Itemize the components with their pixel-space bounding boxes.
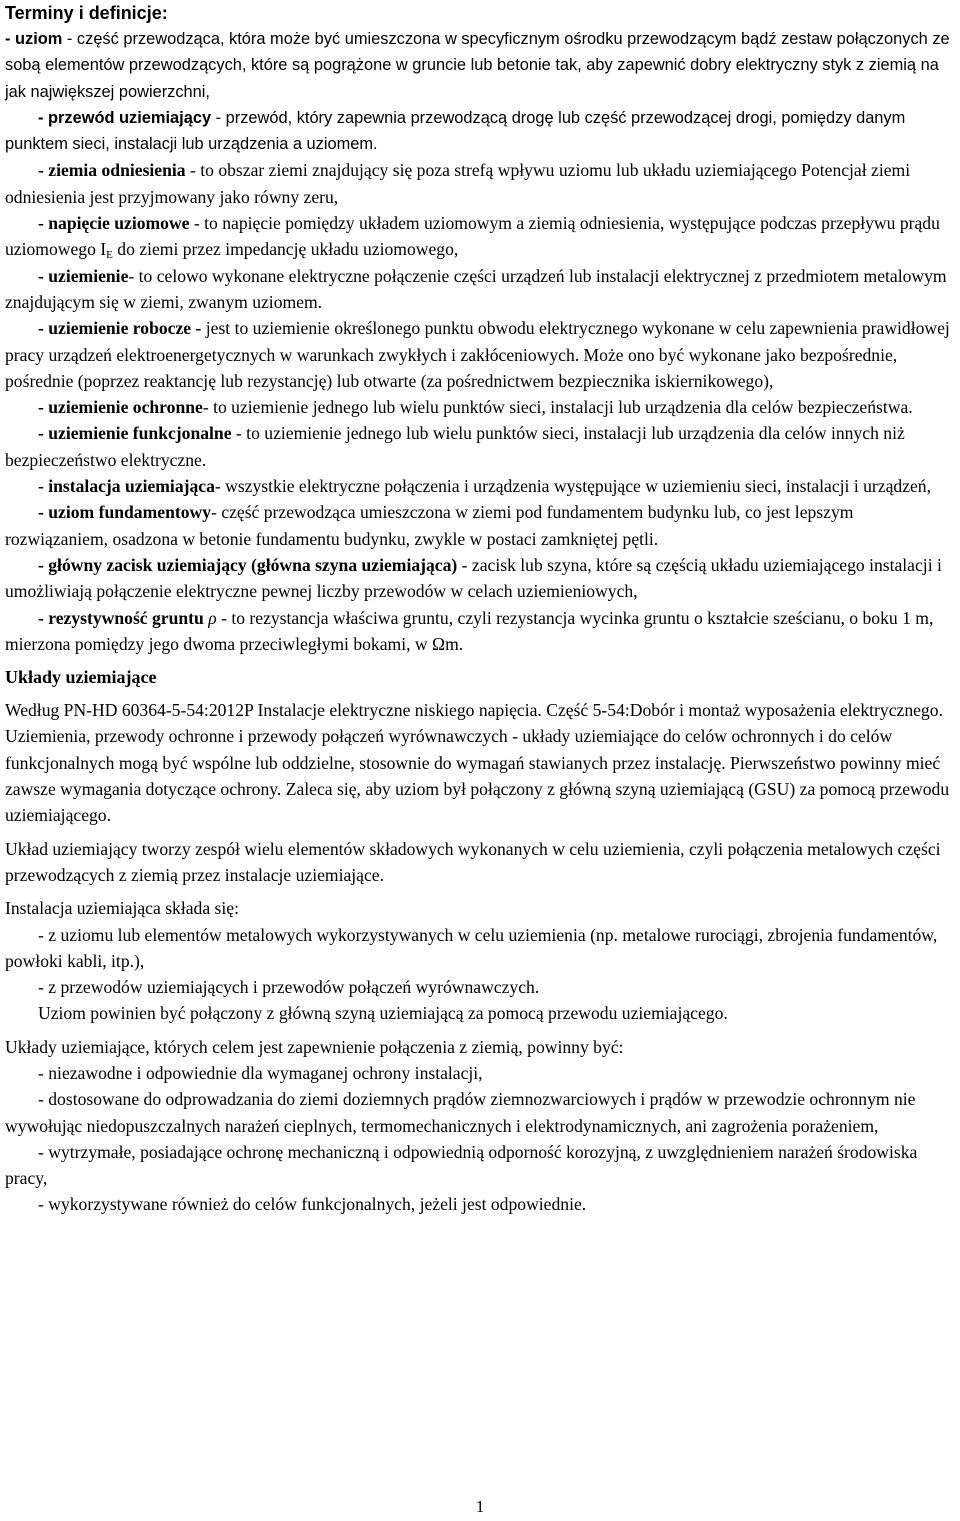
- term-label: - instalacja uziemiająca: [38, 476, 215, 497]
- definition-uziom: [5, 26, 955, 105]
- list-item: - niezawodne i odpowiednie dla wymaganej ochrony instalacji,: [38, 1062, 483, 1083]
- definition-uziemienie: [5, 263, 955, 316]
- list-item: - z uziomu lub elementów metalowych wykorzystywanych w celu uziemienia (np. metalowe rurociągi, zbrojenia fundamentów, powłoki kabli, itp.),: [5, 924, 938, 971]
- requirements-intro: Układy uziemiające, których celem jest zapewnienie połączenia z ziemią, powinny być:: [5, 1036, 624, 1057]
- term-label: - uziemienie funkcjonalne: [38, 423, 232, 444]
- term-label: - uziom fundamentowy: [38, 502, 212, 523]
- install-intro: Instalacja uziemiająca składa się:: [5, 898, 239, 919]
- term-definition: - zacisk lub szyna, które są częścią układu uziemiającego instalacji i umożliwiają połączenie elektryczne pewnej liczby przewodów w celach uziemieniowych,: [5, 554, 942, 602]
- terms-heading: Terminy i definicje:: [5, 3, 168, 23]
- list-item: - wykorzystywane również do celów funkcjonalnych, jeżeli jest odpowiednie.: [38, 1194, 587, 1215]
- paragraph-system: Układ uziemiający tworzy zespół wielu elementów składowych wykonanych w celu uziemienia, czyli połączenia metalowych części przewodzących z ziemią przez instalacje uziemiające.: [5, 838, 941, 885]
- definition-uziemienie-ochronne: [5, 394, 955, 420]
- subscript-e: E: [106, 249, 113, 262]
- term-label: - główny zacisk uziemiający (główna szyna uziemiająca): [38, 554, 458, 575]
- systems-heading: Układy uziemiające: [5, 667, 157, 688]
- term-label: - rezystywność gruntu: [38, 607, 204, 628]
- term-definition: - wszystkie elektryczne połączenia i urządzenia występujące w uziemieniu sieci, instalacji i urządzeń,: [214, 476, 932, 497]
- term-definition: - to uziemienie jednego lub wielu punktów sieci, instalacji lub urządzenia dla celów bezpieczeństwa.: [202, 397, 913, 418]
- document-page: [5, 0, 955, 1218]
- term-label: - przewód uziemiający: [38, 108, 212, 127]
- term-definition: - to rezystancja właściwa gruntu, czyli rezystancja wycinka gruntu o kształcie sześcianu, o boku 1 m, mierzona pomiędzy jego dwoma przeciwległymi bokami, w Ωm.: [5, 607, 934, 654]
- list-item: - wytrzymałe, posiadające ochronę mechaniczną i odpowiednią odporność korozyjną, z uwzględnieniem narażeń środowiska pracy,: [5, 1141, 918, 1189]
- definition-uziemienie-robocze: [5, 315, 955, 394]
- term-label: - uziemienie: [38, 265, 129, 286]
- definition-napiecie-uziomowe: [5, 210, 955, 263]
- definition-instalacja-uziemiajaca: [5, 473, 955, 499]
- list-item: Uziom powinien być połączony z główną szyną uziemiającą za pomocą przewodu uziemiającego.: [38, 1003, 728, 1024]
- definition-uziemienie-funkcjonalne: [5, 420, 955, 473]
- term-definition-cont: do ziemi przez impedancję układu uziomowego,: [112, 239, 459, 260]
- list-item: - dostosowane do odprowadzania do ziemi doziemnych prądów ziemnozwarciowych i prądów w przewodzie ochronnym nie wywołując niedopuszczalnych narażeń cieplnych, termomechanicznych i elektrodynamicznych, ani zagrożenia porażeniem,: [5, 1089, 916, 1136]
- definition-przewod-uziemiajacy: [5, 105, 955, 158]
- list-item: - z przewodów uziemiających i przewodów połączeń wyrównawczych.: [38, 977, 540, 998]
- term-definition: - to uziemienie jednego lub wielu punktów sieci, instalacji lub urządzenia dla celów innych niż bezpieczeństwo elektryczne.: [5, 423, 905, 470]
- term-label: - ziemia odniesienia: [38, 160, 186, 181]
- rho-symbol: ρ: [203, 607, 217, 628]
- term-label: - uziom: [5, 30, 63, 48]
- term-label: - uziemienie ochronne: [38, 397, 203, 418]
- paragraph-standard: Według PN-HD 60364-5-54:2012P Instalacje elektryczne niskiego napięcia. Część 5-54:Dobór i montaż wyposażenia elektrycznego. Uziemienia, przewody ochronne i przewody połączeń wyrównawczych - układy uziemiające do celów ochronnych i do celów funkcjonalnych mogą być wspólne lub oddzielne, stosownie do wymagań stawianych przez instalację. Pierwszeństwo powinny mieć zawsze wymagania dotyczące ochrony. Zaleca się, aby uziom był połączony z główną szyną uziemiającą (GSU) za pomocą przewodu uziemiającego.: [5, 700, 950, 826]
- term-label: - uziemienie robocze -: [38, 318, 202, 339]
- definition-rezystywnosc-gruntu: [5, 605, 955, 658]
- term-definition: jest to uziemienie określonego punktu obwodu elektrycznego wykonane w celu zapewnienia prawidłowej pracy urządzeń elektroenergetycznych w warunkach zwykłych i zakłóceniowych. Może ono być wykonane jako bezpośrednie, pośrednie (poprzez reaktancję lub rezystancję) lub otwarte (za pośrednictwem bezpiecznika iskiernikowego),: [5, 318, 950, 391]
- page-number: 1: [475, 1497, 485, 1516]
- definition-uziom-fundamentowy: [5, 499, 955, 552]
- term-definition: - to celowo wykonane elektryczne połączenie części urządzeń lub instalacji elektrycznej z przedmiotem metalowym znajdującym się w ziemi, zwanym uziomem.: [5, 265, 947, 312]
- term-definition: - to napięcie pomiędzy układem uziomowym a ziemią odniesienia, występujące podczas przepływu prądu uziomowego I: [5, 213, 940, 260]
- definition-ziemia-odniesienia: [5, 157, 955, 210]
- term-definition: - to obszar ziemi znajdujący się poza strefą wpływu uziomu lub układu uziemiającego Potencjał ziemi odniesienia jest przyjmowany jako równy zeru,: [5, 160, 911, 207]
- term-label: - napięcie uziomowe: [38, 213, 190, 234]
- term-definition: - część przewodząca umieszczona w ziemi pod fundamentem budynku lub, co jest lepszym rozwiązaniem, osadzona w betonie fundamentu budynku, zwykle w postaci zamkniętej pętli.: [5, 502, 854, 549]
- term-definition: - część przewodząca, która może być umieszczona w specyficznym ośrodku przewodzącym bądź zestaw połączonych ze sobą elementów przewodzących, które są pogrążone w gruncie lub betonie tak, aby zapewnić dobry elektryczny styk z ziemią na jak największej powierzchni,: [5, 30, 950, 101]
- definition-glowny-zacisk: [5, 552, 955, 605]
- term-definition: - przewód, który zapewnia przewodzącą drogę lub część przewodzącej drogi, pomiędzy danym punktem sieci, instalacji lub urządzenia a uziomem.: [5, 108, 906, 154]
